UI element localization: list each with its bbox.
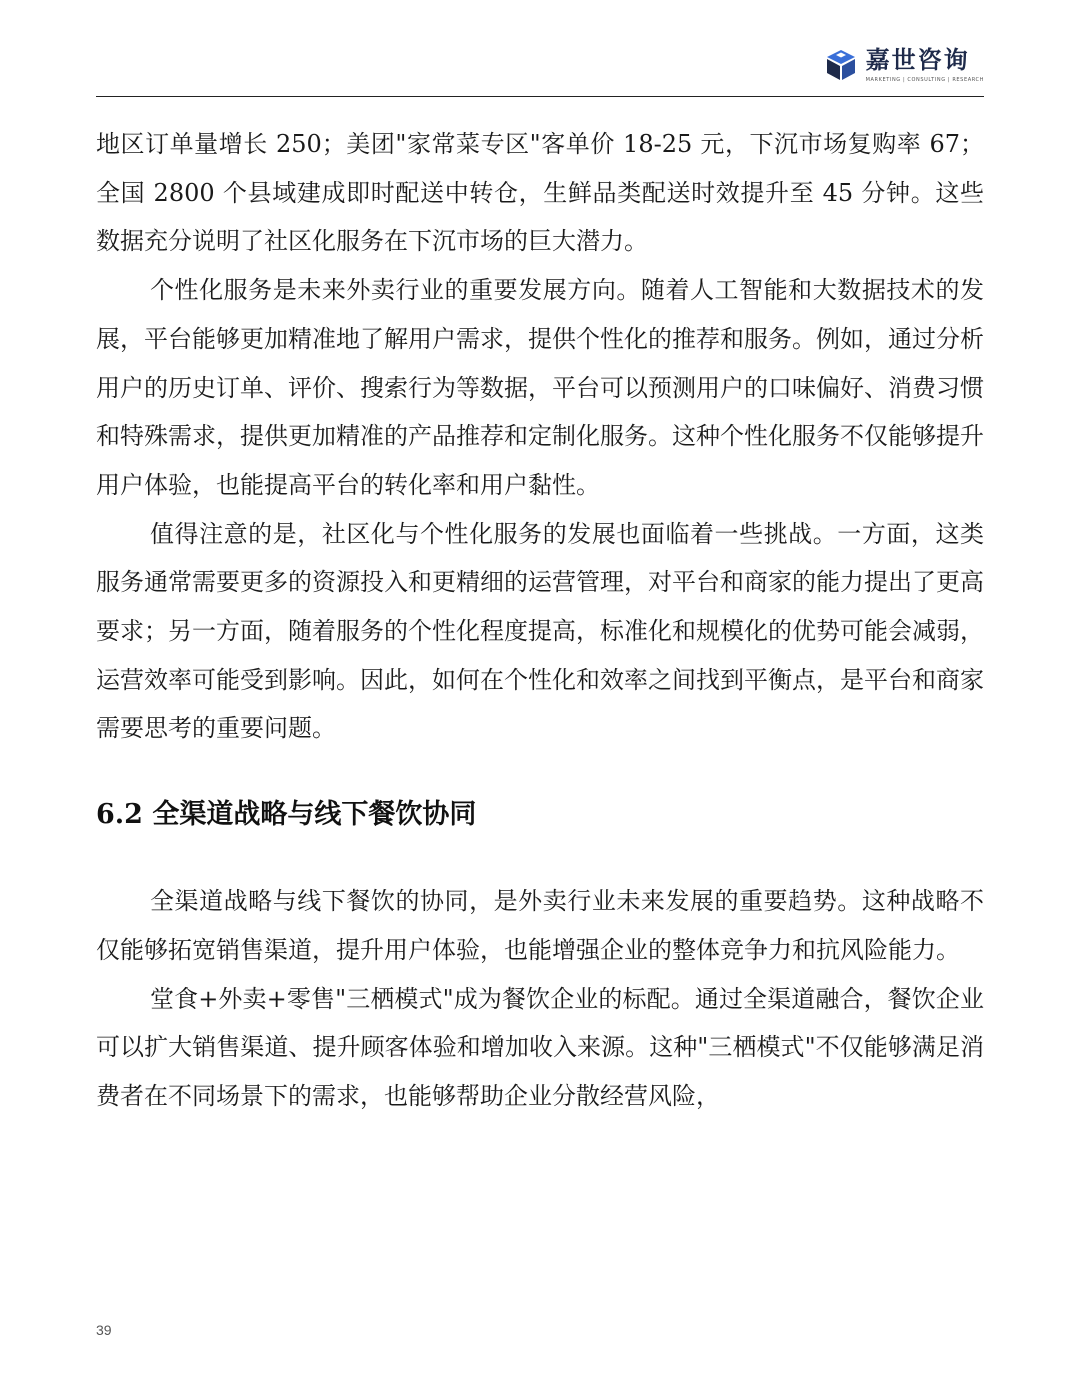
brand-tagline: MARKETING | CONSULTING | RESEARCH bbox=[865, 77, 984, 83]
company-logo bbox=[824, 46, 984, 84]
paragraph-personalization: 个性化服务是未来外卖行业的重要发展方向。随着人工智能和大数据技术的发展，平台能够更加精准地了解用户需求，提供个性化的推荐和服务。例如，通过分析用户的历史订单、评价、搜索行为等数据，平台可以预测用户的口味偏好、消费习惯和特殊需求，提供更加精准的产品推荐和定制化服务。这种个性化服务不仅能够提升用户体验，也能提高平台的转化率和用户黏性。 bbox=[96, 276, 984, 499]
paragraph-continued: 地区订单量增长 250；美团"家常菜专区"客单价 18-25 元，下沉市场复购率 67；全国 2800 个县域建成即时配送中转仓，生鲜品类配送时效提升至 45 分钟。这些数据充分说明了社区化服务在下沉市场的巨大潜力。 bbox=[96, 130, 984, 256]
paragraph-omnichannel: 全渠道战略与线下餐饮的协同，是外卖行业未来发展的重要趋势。这种战略不仅能够拓宽销售渠道，提升用户体验，也能增强企业的整体竞争力和抗风险能力。 bbox=[96, 887, 984, 964]
page-header bbox=[96, 40, 984, 97]
paragraph-challenges: 值得注意的是，社区化与个性化服务的发展也面临着一些挑战。一方面，这类服务通常需要更多的资源投入和更精细的运营管理，对平台和商家的能力提出了更高要求；另一方面，随着服务的个性化程度提高，标准化和规模化的优势可能会减弱，运营效率可能受到影响。因此，如何在个性化和效率之间找到平衡点，是平台和商家需要思考的重要问题。 bbox=[96, 519, 984, 743]
page-number: 39 bbox=[96, 1322, 112, 1338]
paragraph-three-mode: 堂食+外卖+零售"三栖模式"成为餐饮企业的标配。通过全渠道融合，餐饮企业可以扩大销售渠道、提升顾客体验和增加收入来源。这种"三栖模式"不仅能够满足消费者在不同场景下的需求，也能够帮助企业分散经营风险， bbox=[96, 984, 984, 1110]
brand-name: 嘉世咨询 bbox=[865, 46, 970, 74]
section-heading: 6.2 全渠道战略与线下餐饮协同 bbox=[96, 799, 477, 831]
cube-logo-icon bbox=[824, 48, 858, 82]
page-content bbox=[96, 120, 984, 1121]
